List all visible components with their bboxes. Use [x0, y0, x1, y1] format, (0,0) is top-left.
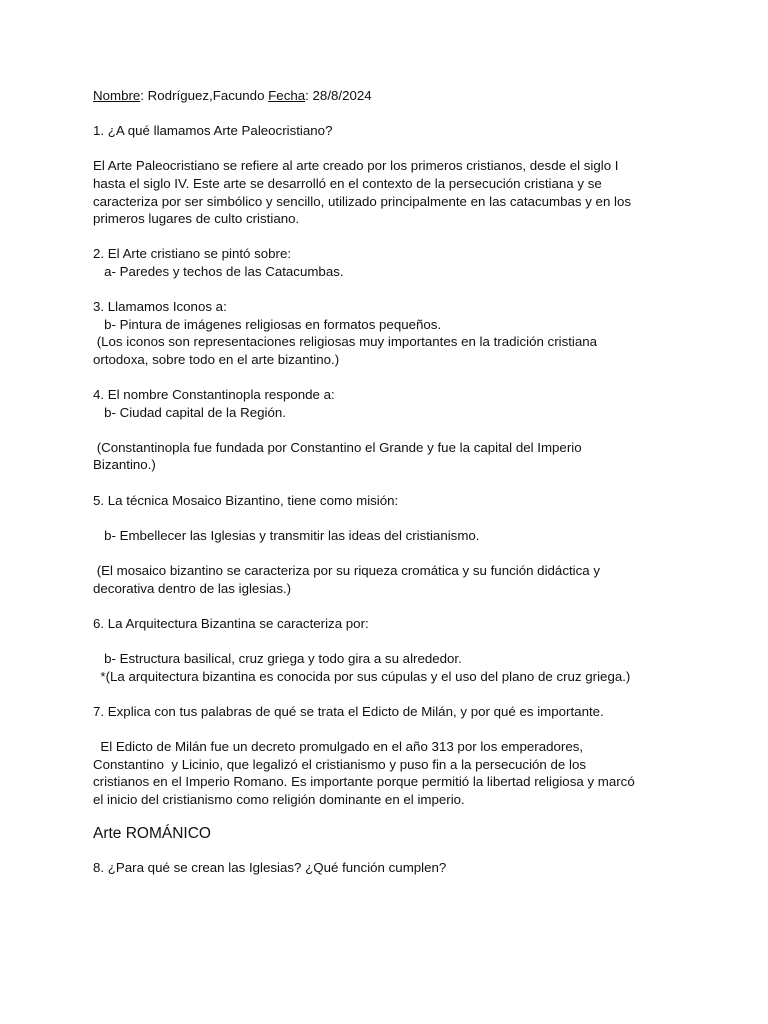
answer-6: b- Estructura basilical, cruz griega y todo gira a su alrededor. — [93, 651, 462, 666]
answer-3: b- Pintura de imágenes religiosas en formatos pequeños. — [93, 316, 442, 332]
name-label: Nombre — [93, 88, 141, 103]
question-7: 7. Explica con tus palabras de qué se trata el Edicto de Milán, y por qué es importante. — [93, 703, 604, 719]
note-4-line-1: (Constantinopla fue fundada por Constantino el Grande y fue la capital del Imperio — [93, 439, 582, 455]
question-2: 2. El Arte cristiano se pintó sobre: — [93, 246, 292, 262]
note-4-line-2: Bizantino.) — [93, 457, 156, 473]
note-6: *(La arquitectura bizantina es conocida por sus cúpulas y el uso del plano de cruz griega.) — [93, 668, 631, 684]
note-3-line-2: ortodoxa, sobre todo en el arte bizantino.) — [93, 351, 340, 367]
answer-7-line-2: Constantino y Licinio, que legalizó el cristianismo y puso fin a la persecución de los — [93, 756, 586, 772]
answer-1-line-2: hasta el siglo IV. Este arte se desarrolló en el contexto de la persecución cristiana y se — [93, 175, 602, 191]
document-body — [93, 87, 683, 877]
question-6: 6. La Arquitectura Bizantina se caracteriza por: — [93, 615, 369, 631]
answer-7-line-1: El Edicto de Milán fue un decreto promulgado en el año 313 por los emperadores, — [93, 738, 584, 754]
answer-1-line-3: caracteriza por ser simbólico y sencillo, utilizado principalmente en las catacumbas y en los — [93, 193, 632, 209]
question-8: 8. ¿Para qué se crean las Iglesias? ¿Qué función cumplen? — [93, 860, 447, 876]
answer-4: b- Ciudad capital de la Región. — [93, 404, 286, 420]
header-line — [93, 87, 683, 105]
answer-1-line-1: El Arte Paleocristiano se refiere al arte creado por los primeros cristianos, desde el siglo I — [93, 158, 619, 174]
note-5-line-2: decorativa dentro de las iglesias.) — [93, 580, 292, 596]
answer-5: b- Embellecer las Iglesias y transmitir las ideas del cristianismo. — [93, 527, 480, 543]
answer-7-line-4: el inicio del cristianismo como religión dominante en el imperio. — [93, 791, 465, 807]
answer-2: a- Paredes y techos de las Catacumbas. — [93, 263, 344, 279]
date-label: Fecha — [268, 88, 306, 103]
question-1: 1. ¿A qué llamamos Arte Paleocristiano? — [93, 123, 333, 139]
answer-1-line-4: primeros lugares de culto cristiano. — [93, 211, 300, 227]
name-value: : Rodríguez,Facundo — [140, 88, 269, 103]
question-4: 4. El nombre Constantinopla responde a: — [93, 387, 335, 403]
question-3: 3. Llamamos Iconos a: — [93, 299, 227, 315]
section-title: Arte ROMÁNICO — [93, 825, 211, 843]
date-value: : 28/8/2024 — [305, 88, 372, 103]
note-3-line-1: (Los iconos son representaciones religiosas muy importantes en la tradición cristiana — [93, 334, 598, 350]
answer-7-line-3: cristianos en el Imperio Romano. Es importante porque permitió la libertad religiosa y marcó — [93, 774, 635, 790]
question-5: 5. La técnica Mosaico Bizantino, tiene como misión: — [93, 492, 399, 508]
note-5-line-1: (El mosaico bizantino se caracteriza por su riqueza cromática y su función didáctica y — [93, 563, 600, 579]
